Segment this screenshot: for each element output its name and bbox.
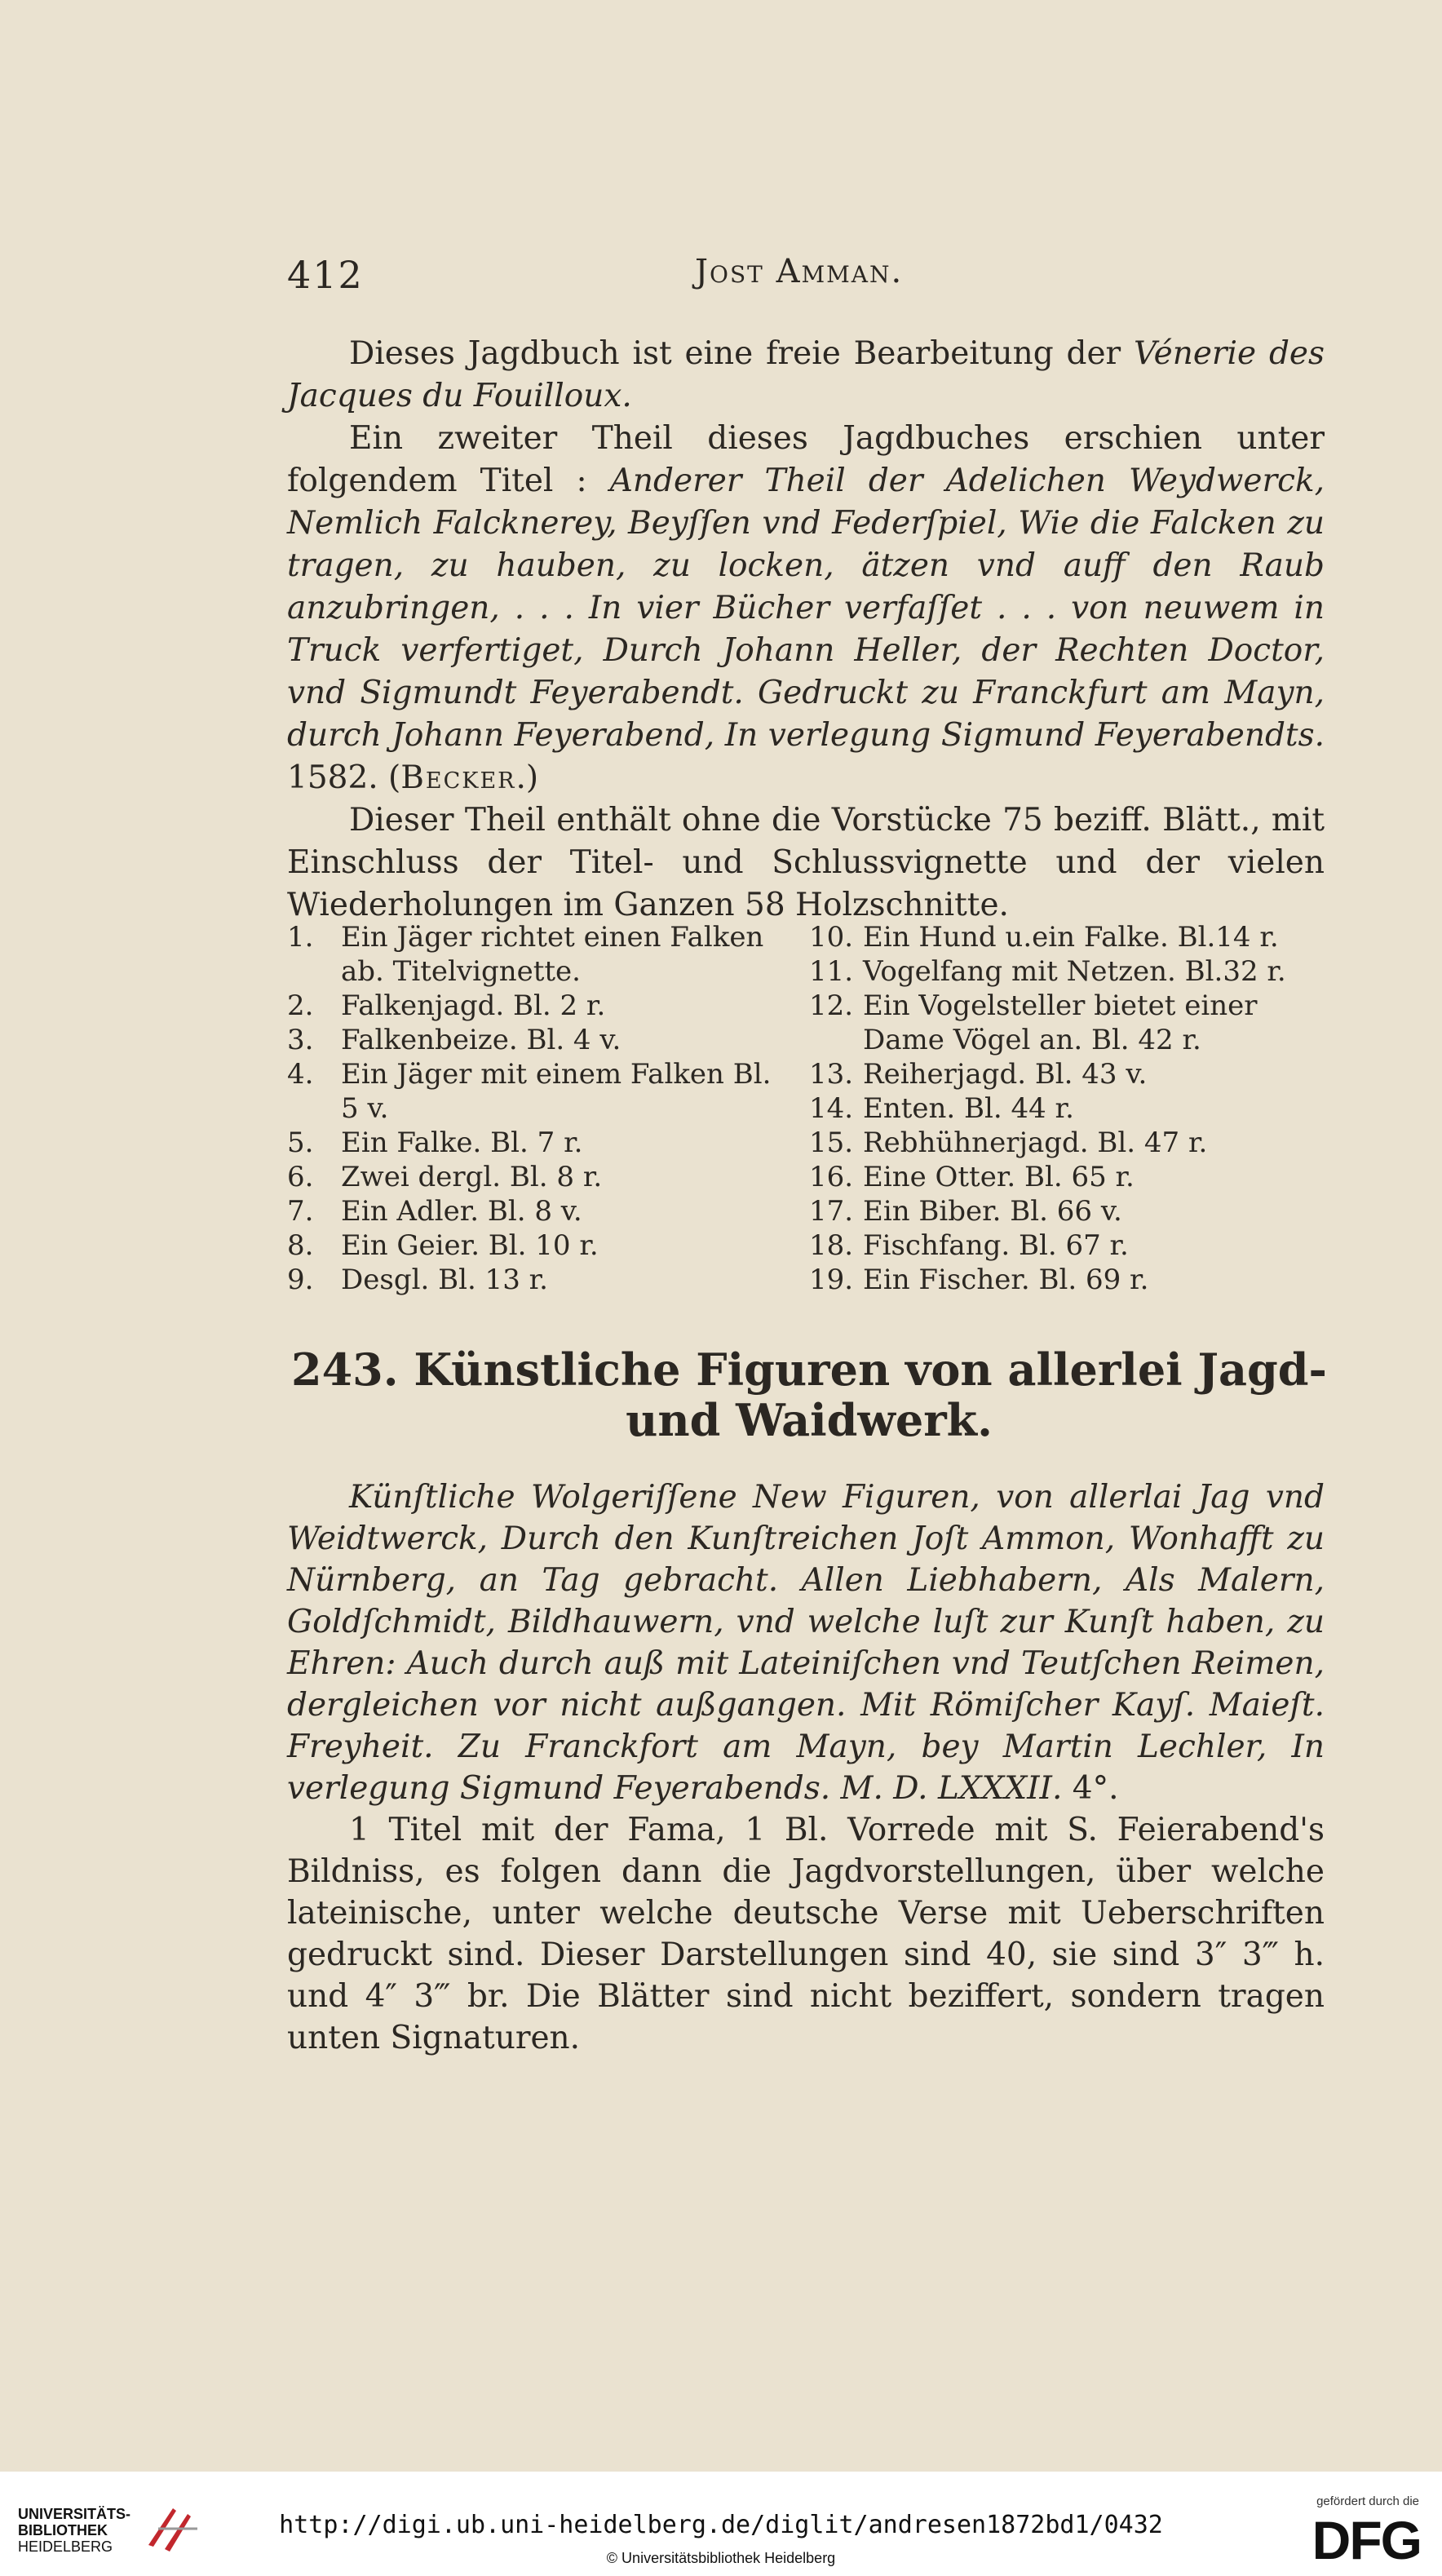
body-text-upper — [287, 333, 1325, 927]
list-item: 3. Falkenbeize. Bl. 4 v. — [287, 1024, 621, 1056]
list-item: 17. Ein Biber. Bl. 66 v. — [809, 1195, 1122, 1228]
list-item: 4. Ein Jäger mit einem Falken Bl. 5 v. — [287, 1058, 772, 1125]
permalink-url[interactable]: http://digi.ub.uni-heidelberg.de/diglit/andresen1872bd1/0432 — [279, 2511, 1163, 2539]
list-item: 6. Zwei dergl. Bl. 8 r. — [287, 1161, 603, 1193]
woodcut-list-left — [287, 920, 776, 1297]
list-item: 10. Ein Hund u.ein Falke. Bl.14 r. — [809, 921, 1279, 954]
list-item: 18. Fischfang. Bl. 67 r. — [809, 1229, 1129, 1262]
list-item: 13. Reiherjagd. Bl. 43 v. — [809, 1058, 1148, 1091]
dfg-logo[interactable]: DFG — [1312, 2510, 1421, 2570]
list-item: 19. Ein Fischer. Bl. 69 r. — [809, 1264, 1149, 1296]
list-item: 9. Desgl. Bl. 13 r. — [287, 1264, 548, 1296]
list-item: 7. Ein Adler. Bl. 8 v. — [287, 1195, 582, 1228]
list-item: 11. Vogelfang mit Netzen. Bl.32 r. — [809, 955, 1286, 988]
viewer-footer — [0, 2472, 1442, 2576]
copyright-notice: © Universitätsbibliothek Heidelberg — [606, 2550, 836, 2566]
woodcut-list — [287, 920, 1331, 1297]
list-item: 16. Eine Otter. Bl. 65 r. — [809, 1161, 1135, 1193]
library-logo-text[interactable]: UNIVERSITÄTS- BIBLIOTHEK HEIDELBERG — [18, 2506, 131, 2555]
page-header — [287, 253, 1331, 302]
funding-label: gefördert durch die — [1316, 2494, 1419, 2508]
running-head: Jost Amman. — [695, 253, 904, 290]
list-item: 1. Ein Jäger richtet einen Falken ab. Titelvignette. — [287, 921, 764, 988]
paragraph-2: Ein zweiter Theil dieses Jagdbuches erschien unter folgendem Titel : Anderer Theil der Adelichen Weydwerck, Nemlich Falcknerey, Beyſſen vnd Federſpiel, Wie die Falcken zu tragen, zu hauben, zu locken, ätzen vnd auff den Raub anzubringen, . . . In vier Bücher verfaſſet . . . von neuwem in Truck verfertiget, Durch Johann Heller, der Rechten Doctor, vnd Sigmundt Feyerabendt. Gedruckt zu Franckfurt am Mayn, durch Johann Feyerabend, In verlegung Sigmund Feyerabendts. 1582. (Becker.) — [287, 420, 1325, 796]
list-item: 2. Falkenjagd. Bl. 2 r. — [287, 989, 606, 1022]
list-item: 8. Ein Geier. Bl. 10 r. — [287, 1229, 599, 1262]
body-text-lower — [287, 1476, 1325, 2059]
list-item: 15. Rebhühnerjagd. Bl. 47 r. — [809, 1126, 1208, 1159]
list-item: 12. Ein Vogelsteller bietet einer Dame Vögel an. Bl. 42 r. — [809, 989, 1258, 1056]
page-number: 412 — [287, 253, 364, 297]
paragraph-3: Dieser Theil enthält ohne die Vorstücke 75 beziff. Blätt., mit Einschluss der Titel- und Schlussvignette und der vielen Wiederholungen im Ganzen 58 Holzschnitte. — [287, 802, 1325, 923]
list-item: 5. Ein Falke. Bl. 7 r. — [287, 1126, 583, 1159]
list-item: 14. Enten. Bl. 44 r. — [809, 1092, 1074, 1125]
paragraph-5: 1 Titel mit der Fama, 1 Bl. Vorrede mit S. Feierabend's Bildniss, es folgen dann die Jagdvorstellungen, über welche lateinische, unter welche deutsche Verse mit Ueberschriften gedruckt sind. Dieser Darstellungen sind 40, sie sind 3″ 3‴ h. und 4″ 3‴ br. Die Blätter sind nicht beziffert, sondern tragen unten Signaturen. — [287, 1812, 1325, 2056]
woodcut-list-right — [809, 920, 1331, 1297]
paragraph-4: Künſtliche Wolgeriſſene New Figuren, von allerlai Jag vnd Weidtwerck, Durch den Kunſtreichen Joſt Ammon, Wonhafft zu Nürnberg, an Tag gebracht. Allen Liebhabern, Als Malern, Goldſchmidt, Bildhauwern, vnd welche luſt zur Kunſt haben, zu Ehren: Auch durch auß mit Lateiniſchen vnd Teutſchen Reimen, dergleichen vor nicht außgangen. Mit Römiſcher Kayſ. Maieſt. Freyheit. Zu Franckfort am Mayn, bey Martin Lechler, In verlegung Sigmund Feyerabends. M. D. LXXXII. 4°. — [287, 1479, 1325, 1807]
paragraph-1: Dieses Jagdbuch ist eine freie Bearbeitung der Vénerie des Jacques du Fouilloux. — [287, 335, 1325, 414]
section-heading: 243. Künstliche Figuren von allerlei Jagd- und Waidwerk. — [291, 1343, 1327, 1446]
